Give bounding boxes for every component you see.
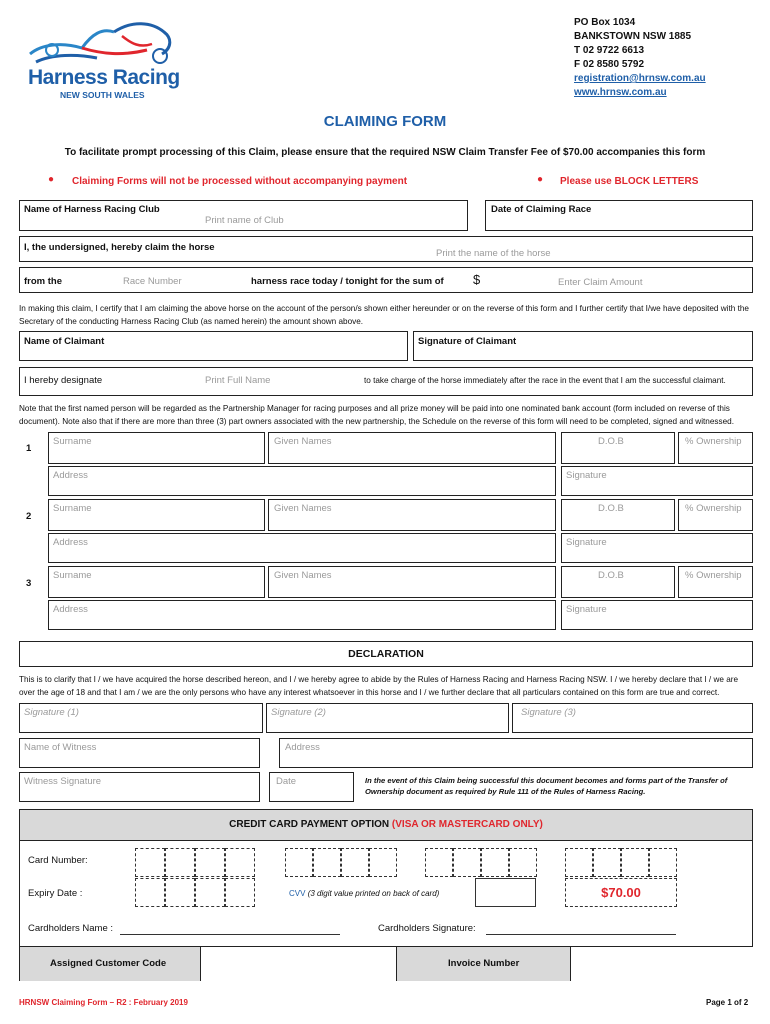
card-digit-box[interactable]	[285, 848, 313, 877]
page-title: CLAIMING FORM	[323, 113, 447, 130]
claimant-signature-label: Signature of Claimant	[418, 336, 517, 347]
cardholder-name-label: Cardholders Name :	[28, 923, 114, 934]
owner-signature[interactable]: Signature	[561, 466, 753, 496]
certify-text: In making this claim, I certify that I am claiming the above horse on the account of the person/s shown either hereunder or on the reverse of this form and I further certify that I/we have deposited with the Secretary of the conducting Harness Racing Club (as named herein) the amount shown above.	[19, 304, 749, 326]
club-label: Name of Harness Racing Club	[24, 204, 160, 215]
phone: T 02 9722 6613	[574, 45, 645, 56]
club-field[interactable]	[19, 200, 468, 231]
expiry-box[interactable]	[225, 878, 255, 907]
invoice-number-label: Invoice Number	[448, 958, 520, 969]
card-digit-box[interactable]	[195, 848, 225, 877]
from-label: from the	[24, 276, 62, 287]
cardholder-signature-input[interactable]	[486, 934, 676, 935]
race-date-field[interactable]	[485, 200, 753, 231]
card-number-group-1[interactable]	[135, 848, 255, 877]
customer-code-label: Assigned Customer Code	[50, 958, 167, 969]
owner-dob[interactable]: D.O.B	[561, 432, 675, 464]
race-row	[19, 267, 753, 293]
office-row	[20, 946, 752, 981]
owner-given-names[interactable]: Given Names	[268, 432, 556, 464]
card-digit-box[interactable]	[369, 848, 397, 877]
owner-surname[interactable]: Surname	[48, 432, 265, 464]
payment-amount: $70.00	[601, 885, 641, 900]
owner-surname[interactable]: Surname	[48, 499, 265, 531]
card-digit-box[interactable]	[341, 848, 369, 877]
cvv-label: CVV (3 digit value printed on back of card)	[289, 889, 440, 898]
signature-3-field[interactable]: Signature (3)	[512, 703, 753, 733]
owner-surname[interactable]: Surname	[48, 566, 265, 598]
city: BANKSTOWN NSW 1885	[574, 31, 692, 42]
customer-code-field[interactable]	[200, 947, 397, 981]
owner-ownership[interactable]: % Ownership	[678, 566, 753, 598]
card-digit-box[interactable]	[593, 848, 621, 877]
owner-dob[interactable]: D.O.B	[561, 499, 675, 531]
signature-2-field[interactable]: Signature (2)	[266, 703, 509, 733]
owner-address[interactable]: Address	[48, 533, 556, 563]
expiry-label: Expiry Date :	[28, 888, 83, 899]
declaration-header	[19, 641, 753, 667]
expiry-box[interactable]	[135, 878, 165, 907]
fax: F 02 8580 5792	[574, 59, 645, 70]
dollar-sign: $	[473, 272, 481, 287]
card-digit-box[interactable]	[225, 848, 255, 877]
owner-given-names[interactable]: Given Names	[268, 499, 556, 531]
horse-placeholder: Print the name of the horse	[436, 248, 551, 259]
card-digit-box[interactable]	[453, 848, 481, 877]
email-link[interactable]: registration@hrnsw.com.au	[574, 73, 706, 84]
claimant-signature-field[interactable]	[413, 331, 753, 361]
designate-label: I hereby designate	[24, 375, 103, 386]
horse-label: I, the undersigned, hereby claim the horse	[24, 242, 215, 253]
designate-row	[19, 367, 753, 396]
witness-signature-field[interactable]: Witness Signature	[19, 772, 260, 802]
owner-address[interactable]: Address	[48, 466, 556, 496]
claimant-name-label: Name of Claimant	[24, 336, 105, 347]
club-placeholder: Print name of Club	[205, 215, 284, 226]
card-number-label: Card Number:	[28, 855, 88, 866]
card-number-group-4[interactable]	[565, 848, 677, 877]
contact-block	[574, 16, 706, 100]
invoice-number-field[interactable]	[570, 947, 753, 981]
claim-amount-input[interactable]: Enter Claim Amount	[558, 277, 643, 288]
card-digit-box[interactable]	[649, 848, 677, 877]
website-link[interactable]: www.hrnsw.com.au	[574, 87, 667, 98]
owner-dob[interactable]: D.O.B	[561, 566, 675, 598]
card-number-group-3[interactable]	[425, 848, 537, 877]
card-number-group-2[interactable]	[285, 848, 397, 877]
card-digit-box[interactable]	[425, 848, 453, 877]
card-digit-box[interactable]	[313, 848, 341, 877]
card-digit-box[interactable]	[565, 848, 593, 877]
bullet-block-letters: Please use BLOCK LETTERS	[560, 176, 699, 187]
amount-box	[565, 878, 677, 907]
logo-subtitle: NEW SOUTH WALES	[60, 90, 145, 100]
witness-name-field[interactable]: Name of Witness	[19, 738, 260, 768]
po-box: PO Box 1034	[574, 17, 636, 28]
race-date-label: Date of Claiming Race	[491, 204, 592, 215]
payment-header	[20, 810, 752, 841]
cvv-input[interactable]	[475, 878, 536, 907]
card-digit-box[interactable]	[481, 848, 509, 877]
payment-section	[19, 809, 753, 981]
witness-address-field[interactable]: Address	[279, 738, 753, 768]
designate-tail: to take charge of the horse immediately after the race in the event that I am the successful claimant.	[364, 376, 726, 385]
horse-field[interactable]	[19, 236, 753, 262]
owner-given-names[interactable]: Given Names	[268, 566, 556, 598]
footer-form-id: HRNSW Claiming Form – R2 : February 2019	[19, 998, 188, 1007]
cardholder-name-input[interactable]	[120, 934, 340, 935]
logo-title: Harness Racing	[28, 66, 180, 89]
bullet-dot-1: ●	[48, 174, 55, 185]
sum-label: harness race today / tonight for the sum of	[251, 276, 444, 287]
intro-text: To facilitate prompt processing of this Claim, please ensure that the required NSW Claim Transfer Fee of $70.00 accompanies this form	[64, 147, 706, 158]
transfer-notice: In the event of this Claim being successful this document becomes and forms part of the Transfer of Ownership document as required by Rule 111 of the Rules of Harness Racing.	[365, 776, 728, 796]
owner-signature[interactable]: Signature	[561, 533, 753, 563]
declaration-title: DECLARATION	[348, 648, 424, 660]
declaration-text: This is to clarify that I / we have acquired the horse described hereon, and I / we hereby agree to abide by the Rules of Harness Racing and Harness Racing NSW. I / we hereby declare that I / we are over the age of 18 and that I am / we are the only persons who have any interest whatsoever in this horse and I / we further declare that all particulars contained on this form are true and correct.	[19, 675, 739, 697]
race-number-input[interactable]: Race Number	[123, 276, 182, 287]
owner-ownership[interactable]: % Ownership	[678, 499, 753, 531]
expiry-field[interactable]	[135, 878, 255, 907]
card-digit-box[interactable]	[509, 848, 537, 877]
claimant-name-field[interactable]	[19, 331, 408, 361]
card-digit-box[interactable]	[135, 848, 165, 877]
payment-title: CREDIT CARD PAYMENT OPTION	[229, 819, 390, 830]
witness-date-field[interactable]: Date	[269, 772, 354, 802]
payment-card-types: (VISA OR MASTERCARD ONLY)	[391, 819, 543, 830]
card-digit-box[interactable]	[621, 848, 649, 877]
designate-name-input[interactable]: Print Full Name	[205, 375, 271, 386]
footer-page-number: Page 1 of 2	[706, 998, 749, 1007]
owner-signature[interactable]: Signature	[561, 600, 753, 630]
note-text: Note that the first named person will be regarded as the Partnership Manager for racing purposes and all prize money will be paid into one nominated bank account (form included on reverse of this document). Note also that if there are more than three (3) part owners associated with the new partnership, the Schedule on the reverse of this form will need to be completed, signed and witnessed.	[19, 404, 734, 426]
owner-ownership[interactable]: % Ownership	[678, 432, 753, 464]
bullet-payment: Claiming Forms will not be processed without accompanying payment	[72, 176, 408, 187]
expiry-box[interactable]	[165, 878, 195, 907]
owner-number: 2	[26, 511, 32, 522]
bullet-dot-2: ●	[537, 174, 544, 185]
cardholder-signature-label: Cardholders Signature:	[378, 923, 476, 934]
signature-1-field[interactable]: Signature (1)	[19, 703, 263, 733]
expiry-box[interactable]	[195, 878, 225, 907]
card-digit-box[interactable]	[165, 848, 195, 877]
owner-number: 3	[26, 578, 32, 589]
logo	[22, 14, 192, 104]
owner-number: 1	[26, 443, 32, 454]
owner-address[interactable]: Address	[48, 600, 556, 630]
